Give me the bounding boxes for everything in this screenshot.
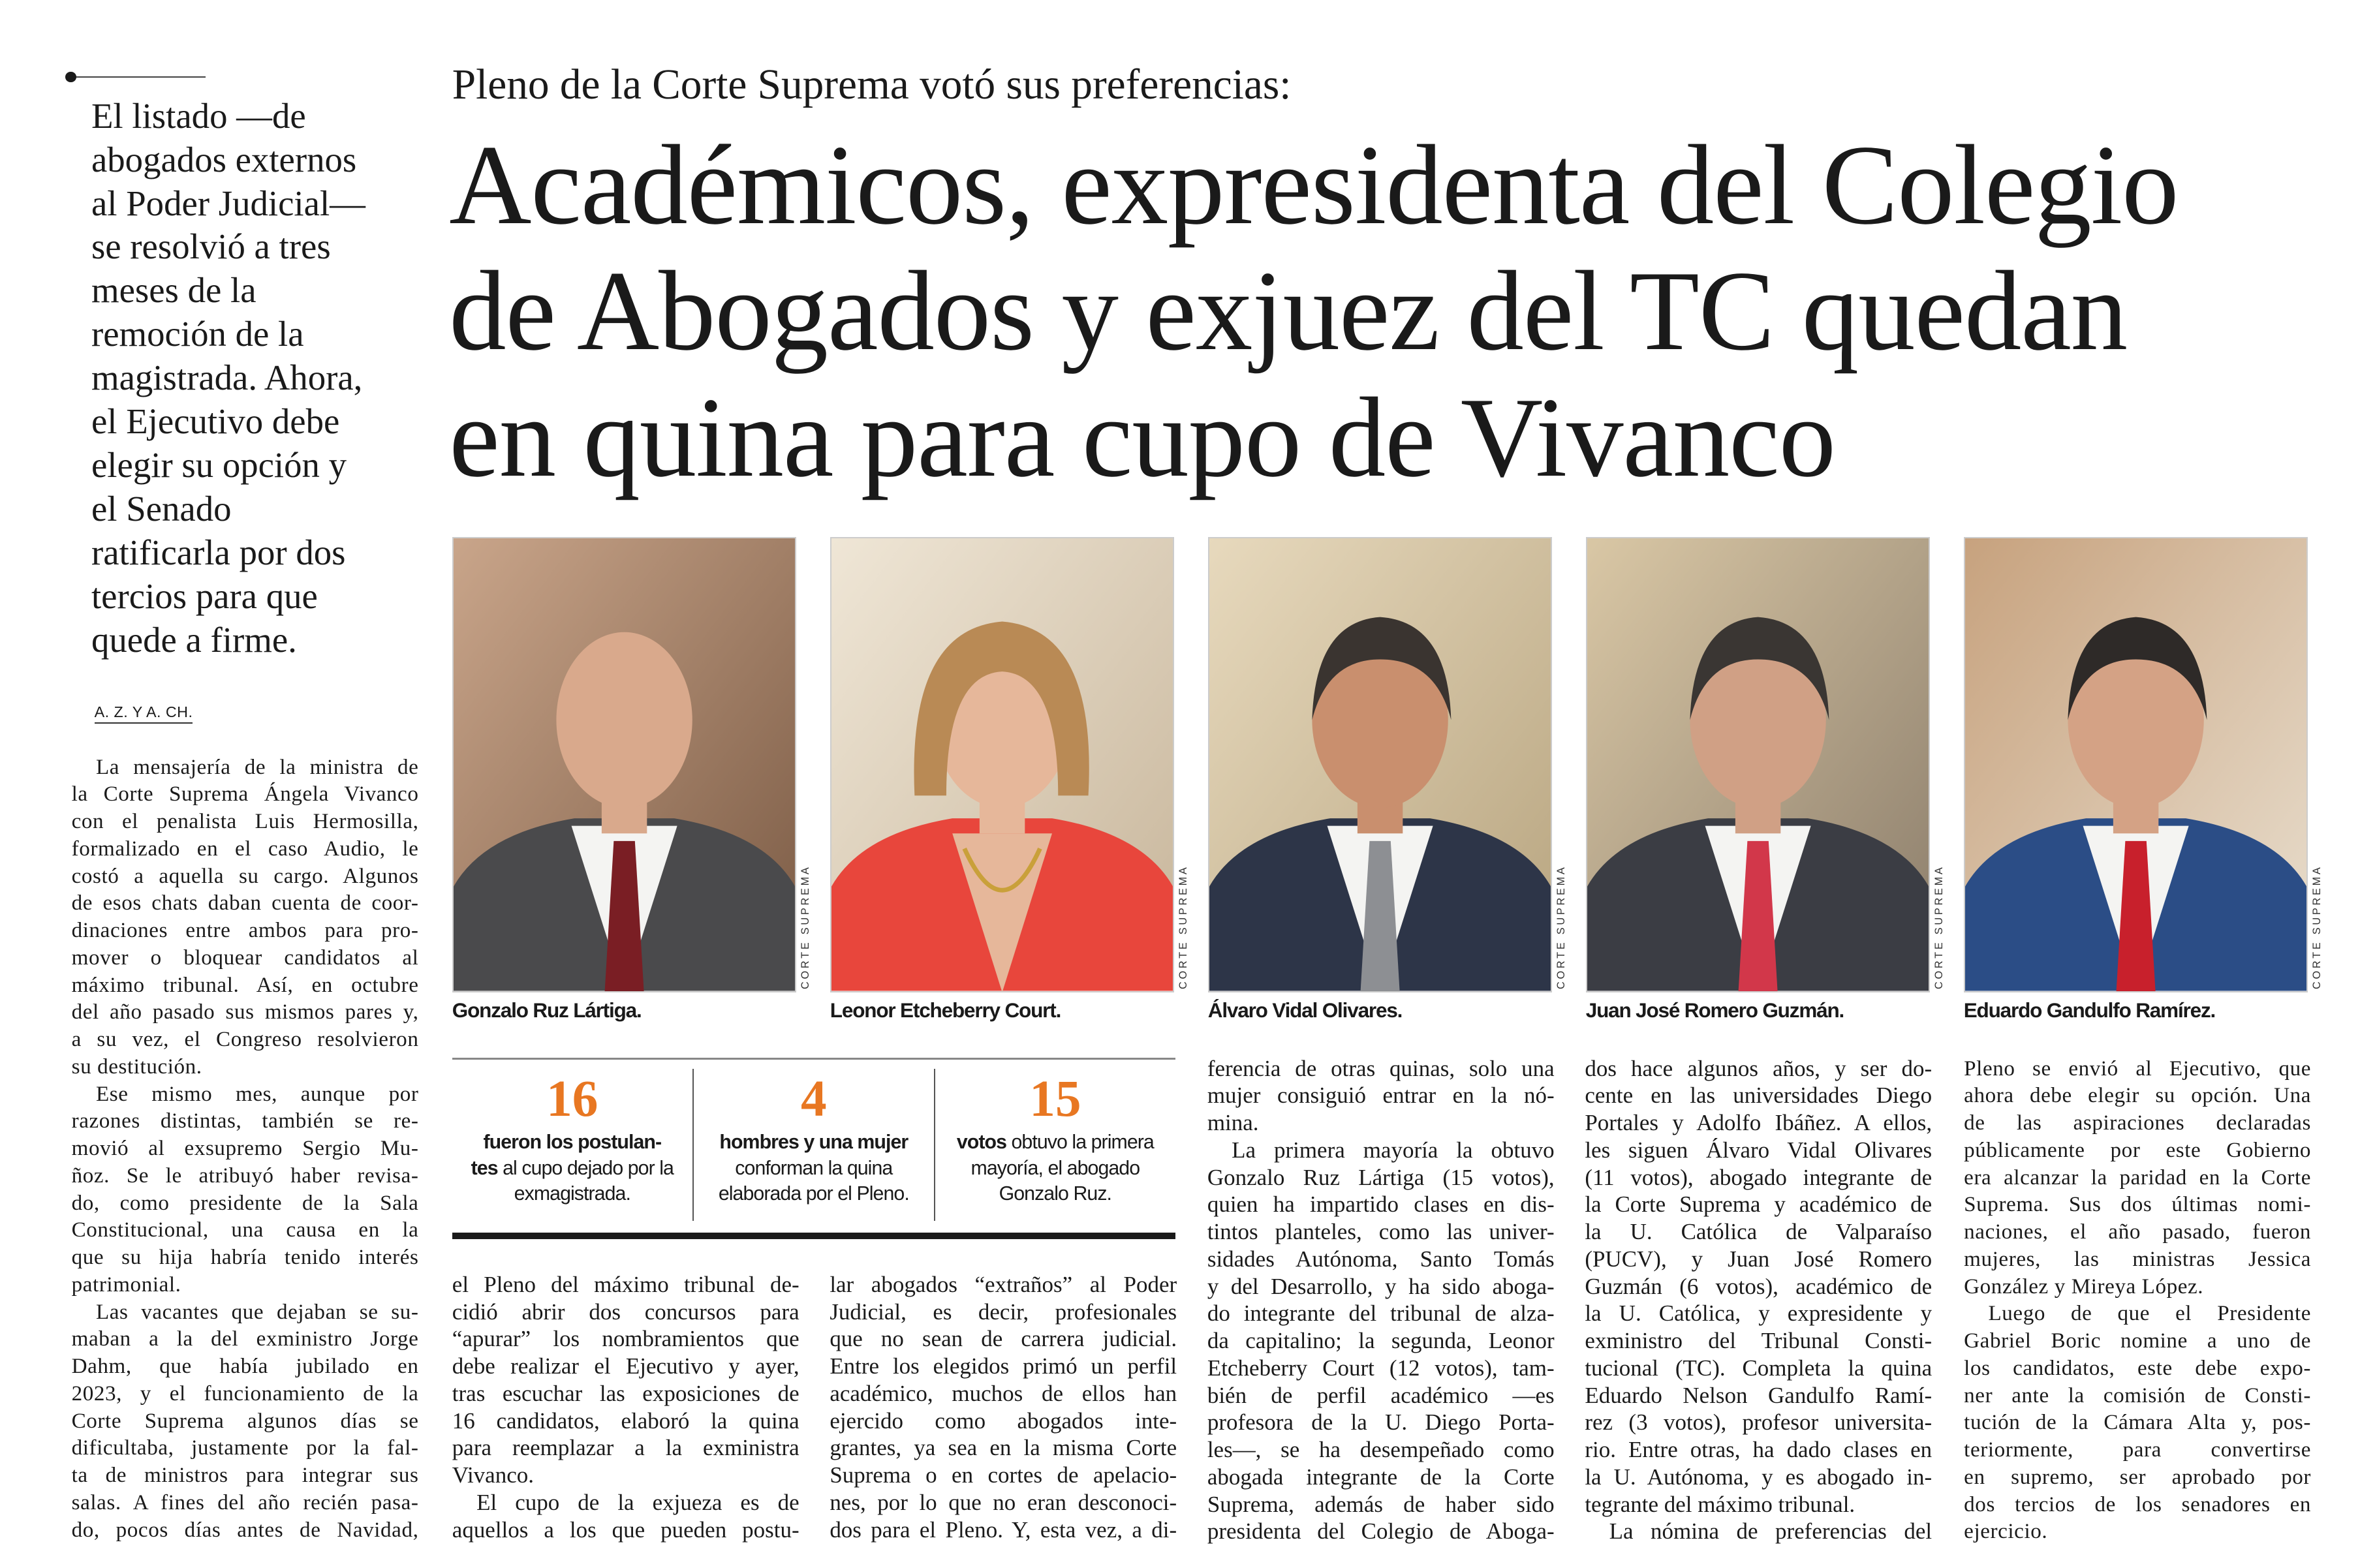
text-line: Vivanco.: [452, 1462, 534, 1488]
text-line: aquellos a los que pueden postu-: [452, 1516, 799, 1543]
quote-line: ratificarla por dos: [91, 532, 346, 573]
text-line: les—, se ha desempeñado como: [1207, 1437, 1555, 1463]
text-line: la U. Católica de Valparaíso: [1585, 1219, 1933, 1245]
quote-line: se resolvió a tres: [91, 226, 331, 267]
stat-number: 15: [1029, 1069, 1081, 1128]
stat-bold: fueron los postulan-: [483, 1131, 662, 1153]
text-line: ferencia de otras quinas, solo una: [1207, 1055, 1555, 1081]
text-line: ta de ministros para integrar sus: [71, 1463, 419, 1488]
text-line: mujeres, las ministras Jessica: [1964, 1246, 2312, 1271]
text-line: Las vacantes que dejaban se su-: [95, 1299, 419, 1324]
quote-line: magistrada. Ahora,: [91, 358, 363, 398]
text-line: 2023, y el funcionamiento de la: [71, 1381, 419, 1406]
stat-number: 4: [800, 1069, 827, 1128]
text-line: cidió abrir dos concursos para: [452, 1299, 799, 1325]
text-line: movió al exsupremo Sergio Mu-: [71, 1136, 419, 1161]
text-line: presidenta del Colegio de Aboga-: [1207, 1518, 1555, 1545]
stat-text: [694, 1130, 934, 1207]
stat-votos: [934, 1069, 1175, 1221]
text-line: bién de perfil académico —es: [1207, 1382, 1555, 1408]
text-line: académico, muchos de ellos han: [830, 1380, 1177, 1406]
portrait-image: [1965, 538, 2306, 991]
text-line: era alcanzar la paridad en la Corte: [1964, 1165, 2312, 1190]
text-line: Ese mismo mes, aunque por: [95, 1081, 419, 1106]
body-column-3: [830, 1271, 1177, 1544]
text-line: dos para el Pleno. Y, esta vez, a di-: [830, 1516, 1177, 1543]
text-line: tintos planteles, como las univer-: [1207, 1219, 1555, 1245]
text-line: Eduardo Nelson Gandulfo Ramí-: [1585, 1382, 1933, 1408]
text-line: tucional (TC). Completa la quina: [1585, 1355, 1933, 1381]
headline-line: en quina para cupo de Vivanco: [449, 373, 1835, 500]
text-line: 16 candidatos, elaboró la quina: [452, 1407, 799, 1434]
headline-line: Académicos, expresidenta del Colegio: [449, 121, 2179, 248]
photo-credit: CORTE SUPREMA: [1555, 865, 1567, 990]
text-line: debe realizar el Ejecutivo y ayer,: [452, 1353, 799, 1379]
text-line: el Pleno del máximo tribunal de-: [452, 1271, 799, 1297]
text-line: mina.: [1207, 1110, 1259, 1136]
text-line: “apurar” los nombramientos que: [452, 1326, 799, 1352]
text-line: Guzmán (6 votos), académico de: [1585, 1273, 1933, 1299]
text-line: ejercido como abogados inte-: [830, 1407, 1177, 1434]
kicker: Pleno de la Corte Suprema votó sus preferencias:: [452, 61, 1292, 109]
stat-postulantes: [452, 1069, 692, 1221]
photo-caption: Juan José Romero Guzmán.: [1585, 998, 1844, 1022]
text-line: Gonzalo Ruz Lártiga (15 votos),: [1207, 1164, 1555, 1190]
text-line: ahora debe elegir su opción. Una: [1964, 1083, 2312, 1108]
portrait-image: [1209, 538, 1551, 991]
quote-line: remoción de la: [91, 314, 304, 354]
text-line: El cupo de la exjueza es de: [476, 1489, 799, 1515]
quote-line: tercios para que: [91, 576, 318, 617]
body-column-2: [452, 1271, 799, 1544]
headline: [449, 122, 2178, 501]
photo-caption: Álvaro Vidal Olivares.: [1207, 998, 1403, 1022]
text-line: Gabriel Boric nomine a uno de: [1964, 1329, 2312, 1353]
stats-top-rule: [452, 1058, 1175, 1059]
text-line: para reemplazar a la exministra: [452, 1435, 799, 1461]
stats-bottom-rule: [452, 1233, 1175, 1238]
stat-bold: hombres y una mujer: [719, 1131, 908, 1153]
portrait-image: [1587, 538, 1929, 991]
stat-number: 16: [546, 1069, 598, 1128]
photo-caption: Leonor Etcheberry Court.: [830, 998, 1061, 1022]
stat-text: [452, 1130, 692, 1207]
text-line: do integrante del tribunal de alza-: [1207, 1300, 1555, 1327]
stat-bold: votos: [956, 1131, 1007, 1153]
text-line: quien ha impartido clases en dis-: [1207, 1191, 1555, 1218]
stat-desc: al cupo dejado por la exmagistrada.: [497, 1157, 674, 1205]
candidate-photo: [1586, 537, 1930, 992]
text-line: La mensajería de la ministra de: [95, 754, 419, 779]
text-line: (11 votos), abogado integrante de: [1585, 1164, 1933, 1190]
text-line: de las aspiraciones declaradas: [1964, 1111, 2312, 1135]
text-line: en supremo, ser aprobado por: [1964, 1464, 2312, 1489]
text-line: Judicial, es decir, profesionales: [830, 1299, 1177, 1325]
text-line: rio. Entre otras, ha dado clases en: [1585, 1437, 1933, 1463]
text-line: dinaciones entre ambos para pro-: [71, 918, 419, 943]
text-line: máximo tribunal. Así, en octubre: [71, 972, 419, 997]
portrait-image: [831, 538, 1173, 991]
quote-line: elegir su opción y: [91, 445, 347, 485]
text-line: que no sean de carrera judicial.: [830, 1326, 1177, 1352]
text-line: Suprema, además de haber sido: [1207, 1491, 1555, 1517]
text-line: sidades Autónoma, Santo Tomás: [1207, 1246, 1555, 1272]
photo-caption: Eduardo Gandulfo Ramírez.: [1963, 998, 2216, 1022]
text-line: La nómina de preferencias del: [1609, 1518, 1933, 1545]
text-line: del año pasado sus mismos pares y,: [71, 1000, 419, 1024]
quote-line: el Ejecutivo debe: [91, 401, 340, 442]
text-line: do, pocos días antes de Navidad,: [71, 1517, 419, 1542]
text-line: ner ante la comisión de Consti-: [1964, 1383, 2312, 1407]
quote-line: El listado —de: [91, 95, 306, 136]
text-line: Pleno se envió al Ejecutivo, que: [1964, 1056, 2312, 1081]
byline: A. Z. Y A. CH.: [95, 703, 193, 724]
stats-box: [452, 1069, 1175, 1221]
candidate-photo: [1964, 537, 2308, 992]
text-line: públicamente por este Gobierno: [1964, 1137, 2312, 1162]
text-line: y del Desarrollo, y ha sido aboga-: [1207, 1273, 1555, 1299]
text-line: La primera mayoría la obtuvo: [1232, 1137, 1555, 1163]
stat-bold: tes: [471, 1157, 498, 1179]
text-line: dificultaba, justamente por la fal-: [71, 1436, 419, 1460]
text-line: Corte Suprema algunos días se: [71, 1408, 419, 1433]
body-column-5: [1585, 1055, 1932, 1546]
photo-credit: CORTE SUPREMA: [799, 865, 811, 990]
text-line: Dahm, que había jubilado en: [71, 1354, 419, 1379]
text-line: dos tercios de los senadores en: [1964, 1492, 2312, 1516]
quote-line: al Poder Judicial—: [91, 183, 365, 223]
stat-text: [935, 1130, 1175, 1207]
text-line: lar abogados “extraños” al Poder: [830, 1271, 1177, 1297]
text-line: tegrante del máximo tribunal.: [1585, 1491, 1855, 1517]
text-line: ejercicio.: [1964, 1519, 2048, 1544]
text-line: ñoz. Se le atribuyó haber revisa-: [71, 1163, 419, 1188]
stat-quina: [692, 1069, 934, 1221]
text-line: Etcheberry Court (12 votos), tam-: [1207, 1355, 1555, 1381]
body-column-4: [1207, 1055, 1555, 1546]
text-line: Suprema. Sus dos últimas nomi-: [1964, 1192, 2312, 1217]
text-line: Luego de que el Presidente: [1988, 1301, 2312, 1326]
text-line: Portales y Adolfo Ibáñez. A ellos,: [1585, 1110, 1933, 1136]
text-line: naciones, el año pasado, fueron: [1964, 1220, 2312, 1244]
quote-line: quede a firme.: [91, 620, 297, 660]
photo-credit: CORTE SUPREMA: [2310, 865, 2323, 990]
candidate-photo: [1208, 537, 1552, 992]
text-line: nes, por lo que no eran desconoci-: [830, 1489, 1177, 1515]
text-line: González y Mireya López.: [1964, 1274, 2204, 1299]
text-line: la Corte Suprema y académico de: [1585, 1191, 1933, 1218]
photo-credit: CORTE SUPREMA: [1933, 865, 1945, 990]
text-line: Entre los elegidos primó un perfil: [830, 1353, 1177, 1379]
sidebar-divider: [69, 76, 206, 78]
pull-quote: [91, 95, 434, 662]
stat-desc: conforman la quina elaborada por el Pleno.: [718, 1157, 909, 1205]
text-line: los candidatos, este debe expo-: [1964, 1355, 2312, 1380]
text-line: la U. Católica, y expresidente y: [1585, 1300, 1933, 1327]
text-line: tras escuchar las exposiciones de: [452, 1380, 799, 1406]
text-line: salas. A fines del año recién pasa-: [71, 1490, 419, 1514]
text-line: tución de la Cámara Alta y, pos-: [1964, 1410, 2312, 1435]
text-line: la Corte Suprema Ángela Vivanco: [71, 782, 419, 807]
text-line: abogada integrante de la Corte: [1207, 1464, 1555, 1490]
text-line: con el penalista Luis Hermosilla,: [71, 809, 419, 834]
body-column-6: [1964, 1055, 2311, 1546]
text-line: formalizado en el caso Audio, le: [71, 836, 419, 861]
text-line: razones distintas, también se re-: [71, 1109, 419, 1133]
text-line: la U. Autónoma, y es abogado in-: [1585, 1464, 1933, 1490]
body-column-1: [72, 754, 419, 1544]
portrait-image: [454, 538, 795, 991]
text-line: rez (3 votos), profesor universita-: [1585, 1409, 1933, 1436]
text-line: do, como presidente de la Sala: [71, 1190, 419, 1215]
text-line: patrimonial.: [71, 1272, 181, 1297]
text-line: (PUCV), y Juan José Romero: [1585, 1246, 1933, 1272]
text-line: cente en las universidades Diego: [1585, 1083, 1933, 1109]
text-line: a su vez, el Congreso resolvieron: [71, 1027, 419, 1052]
quote-line: meses de la: [91, 270, 256, 311]
text-line: maban a la del exministro Jorge: [71, 1327, 419, 1351]
photo-caption: Gonzalo Ruz Lártiga.: [452, 998, 642, 1022]
text-line: mujer consiguió entrar en la nó-: [1207, 1083, 1555, 1109]
text-line: su destitución.: [71, 1054, 202, 1079]
quote-line: el Senado: [91, 489, 232, 529]
text-line: de esos chats daban cuenta de coor-: [71, 891, 419, 915]
candidate-photo: [830, 537, 1174, 992]
text-line: costó a aquella su cargo. Algunos: [71, 863, 419, 888]
quote-line: abogados externos: [91, 139, 357, 179]
text-line: grantes, ya sea en la misma Corte: [830, 1435, 1177, 1461]
text-line: Constitucional, una causa en la: [71, 1218, 419, 1242]
text-line: teriormente, para convertirse: [1964, 1437, 2312, 1462]
text-line: Suprema o en cortes de apelacio-: [830, 1462, 1177, 1488]
headline-line: de Abogados y exjuez del TC quedan: [449, 247, 2127, 375]
text-line: da capitalino; la segunda, Leonor: [1207, 1328, 1555, 1354]
text-line: profesora de la U. Diego Porta-: [1207, 1409, 1555, 1436]
candidate-photo: [452, 537, 796, 992]
text-line: exministro del Tribunal Consti-: [1585, 1328, 1933, 1354]
text-line: mover o bloquear candidatos al: [71, 945, 419, 970]
text-line: dos hace algunos años, y ser do-: [1585, 1055, 1933, 1081]
text-line: que su hija habría tenido interés: [71, 1245, 419, 1270]
text-line: les siguen Álvaro Vidal Olivares: [1585, 1137, 1933, 1163]
photo-credit: CORTE SUPREMA: [1177, 865, 1189, 990]
stat-desc: obtuvo la primera mayoría, el abogado Gonzalo Ruz.: [970, 1131, 1154, 1205]
